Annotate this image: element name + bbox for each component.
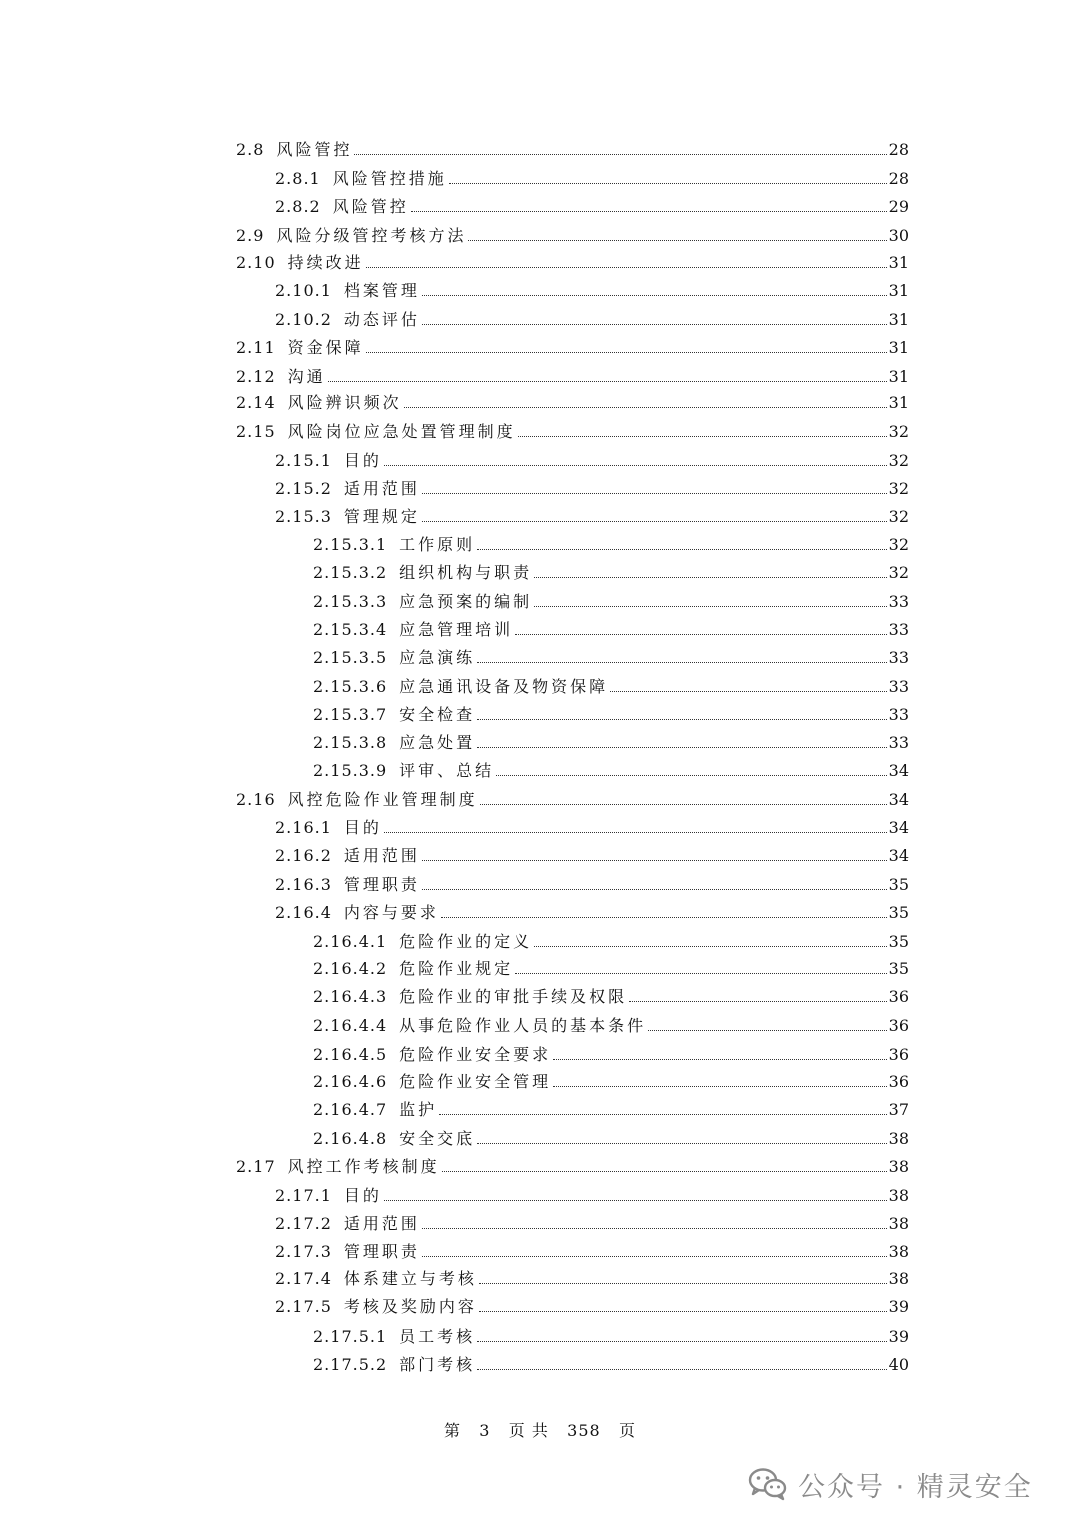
toc-dot-leader [468,240,886,241]
toc-entry[interactable] [313,614,909,640]
toc-entry-page: 33 [888,620,909,639]
toc-entry-title: 动态评估 [343,310,420,329]
page-footer [0,1418,1080,1441]
toc-entry-number: 2.16.4.8 [313,1129,388,1148]
toc-entry-number: 2.17.1 [275,1186,332,1205]
toc-entry-number: 2.17.5.2 [313,1355,388,1374]
toc-entry-title: 目的 [343,1186,382,1205]
toc-entry-title: 体系建立与考核 [343,1269,477,1288]
toc-entry-number: 2.10 [236,253,276,272]
toc-entry-number: 2.15.3.2 [313,563,388,582]
toc-entry-page: 29 [888,197,909,216]
toc-entry-number: 2.16.4.4 [313,1016,388,1035]
toc-entry-title: 危险作业规定 [399,959,514,978]
toc-entry-page: 34 [888,790,909,809]
toc-entry-page: 33 [888,705,909,724]
toc-entry-page: 38 [888,1214,909,1233]
toc-entry-title: 工作原则 [399,535,476,554]
toc-entry[interactable] [275,191,909,217]
toc-entry-number: 2.14 [236,393,276,412]
toc-entry-page: 38 [888,1157,909,1176]
toc-entry[interactable] [236,387,909,413]
toc-entry[interactable] [313,727,909,753]
toc-dot-leader [477,1341,886,1342]
toc-entry[interactable] [275,275,909,301]
toc-entry-title: 管理职责 [343,875,420,894]
toc-entry-number: 2.15.3.5 [313,648,388,667]
toc-entry-page: 28 [888,140,909,159]
toc-entry[interactable] [236,247,909,273]
toc-entry-number: 2.15 [236,422,276,441]
toc-entry-title: 管理规定 [343,507,420,526]
toc-entry[interactable] [313,557,909,583]
toc-entry-page: 31 [888,310,909,329]
toc-entry[interactable] [275,304,909,330]
toc-entry[interactable] [313,755,909,781]
toc-entry-title: 应急通讯设备及物资保障 [399,677,609,696]
toc-entry-page: 32 [888,535,909,554]
toc-entry-number: 2.16.4.3 [313,987,388,1006]
toc-entry-title: 危险作业的审批手续及权限 [399,987,628,1006]
toc-dot-leader [648,1030,886,1031]
toc-entry-page: 36 [888,1072,909,1091]
toc-entry-title: 风险管控 [332,197,409,216]
toc-entry-number: 2.8.1 [275,169,321,188]
toc-dot-leader [534,946,886,947]
toc-entry-title: 组织机构与职责 [399,563,533,582]
toc-entry-title: 风险辨识频次 [287,393,402,412]
toc-entry-page: 36 [888,1045,909,1064]
toc-entry-number: 2.17.2 [275,1214,332,1233]
toc-dot-leader [477,1369,886,1370]
toc-entry-page: 38 [888,1269,909,1288]
toc-entry-page: 35 [888,959,909,978]
toc-entry[interactable] [275,1208,909,1234]
toc-dot-leader [480,804,887,805]
watermark-text: 公众号 · 精灵安全 [798,1471,1033,1503]
toc-entry-page: 36 [888,987,909,1006]
toc-entry[interactable] [275,501,909,527]
toc-entry-title: 应急管理培训 [399,620,514,639]
toc-entry[interactable] [236,220,909,246]
toc-entry-number: 2.15.3.1 [313,535,388,554]
toc-entry-page: 32 [888,451,909,470]
toc-entry-page: 34 [888,818,909,837]
toc-entry-number: 2.17.5 [275,1297,332,1316]
toc-dot-leader [477,662,886,663]
toc-entry-number: 2.15.1 [275,451,332,470]
toc-entry-page: 28 [888,169,909,188]
toc-entry-title: 资金保障 [287,338,364,357]
toc-entry-title: 目的 [343,451,382,470]
wechat-icon [748,1467,788,1501]
toc-entry-page: 32 [888,479,909,498]
toc-dot-leader [441,917,887,918]
toc-dot-leader [534,577,886,578]
toc-entry-title: 危险作业的定义 [399,932,533,951]
toc-entry-number: 2.15.2 [275,479,332,498]
toc-entry[interactable] [313,1123,909,1149]
toc-entry-title: 风控工作考核制度 [287,1157,440,1176]
toc-dot-leader [518,436,887,437]
toc-entry[interactable] [236,416,909,442]
toc-dot-leader [422,889,887,890]
toc-entry-number: 2.15.3.3 [313,592,388,611]
toc-dot-leader [515,973,886,974]
toc-dot-leader [477,1143,886,1144]
toc-entry-page: 38 [888,1129,909,1148]
toc-entry[interactable] [313,1349,909,1375]
toc-entry[interactable] [275,897,909,923]
toc-entry[interactable] [313,671,909,697]
toc-entry-number: 2.15.3.8 [313,733,388,752]
toc-entry-number: 2.17.3 [275,1242,332,1261]
toc-entry[interactable] [313,642,909,668]
toc-entry-title: 适用范围 [343,479,420,498]
toc-dot-leader [404,407,887,408]
toc-entry[interactable] [275,1236,909,1262]
toc-entry[interactable] [236,1151,909,1177]
toc-entry[interactable] [313,1321,909,1347]
toc-dot-leader [411,211,887,212]
toc-entry-page: 39 [888,1327,909,1346]
toc-entry-page: 33 [888,677,909,696]
toc-entry-page: 38 [888,1242,909,1261]
toc-dot-leader [477,549,886,550]
toc-dot-leader [496,775,886,776]
toc-entry-number: 2.16.4.5 [313,1045,388,1064]
toc-dot-leader [422,860,887,861]
toc-entry-title: 评审、总结 [399,761,495,780]
toc-dot-leader [366,267,887,268]
total-page-count: 358 [567,1421,601,1440]
toc-entry-number: 2.15.3.7 [313,705,388,724]
toc-dot-leader [422,1228,887,1229]
toc-entry-title: 安全交底 [399,1129,476,1148]
toc-entry[interactable] [275,1291,909,1317]
toc-entry-page: 38 [888,1186,909,1205]
toc-entry-title: 应急处置 [399,733,476,752]
toc-dot-leader [422,295,887,296]
toc-entry-number: 2.16.4.7 [313,1100,388,1119]
toc-entry-page: 34 [888,846,909,865]
toc-entry-title: 沟通 [287,367,326,386]
toc-entry[interactable] [313,586,909,612]
toc-entry-title: 部门考核 [399,1355,476,1374]
toc-dot-leader [477,719,886,720]
toc-dot-leader [439,1114,886,1115]
toc-entry-title: 管理职责 [343,1242,420,1261]
toc-entry-title: 监护 [399,1100,438,1119]
toc-entry-page: 31 [888,393,909,412]
toc-entry-title: 从事危险作业人员的基本条件 [399,1016,647,1035]
toc-entry-title: 风险岗位应急处置管理制度 [287,422,516,441]
toc-entry-title: 安全检查 [399,705,476,724]
toc-dot-leader [534,606,886,607]
toc-dot-leader [515,634,886,635]
toc-entry-page: 37 [888,1100,909,1119]
toc-entry-page: 34 [888,761,909,780]
toc-entry-number: 2.16.4.2 [313,959,388,978]
toc-entry[interactable] [275,163,909,189]
toc-dot-leader [553,1059,886,1060]
toc-entry[interactable] [236,784,909,810]
toc-entry-number: 2.8 [236,140,265,159]
toc-entry-title: 目的 [343,818,382,837]
toc-entry[interactable] [313,1010,909,1036]
toc-entry-number: 2.16.4.1 [313,932,388,951]
toc-dot-leader [422,324,887,325]
toc-dot-leader [479,1311,887,1312]
toc-entry-title: 适用范围 [343,846,420,865]
toc-entry-number: 2.11 [236,338,276,357]
toc-entry-page: 30 [888,226,909,245]
toc-entry[interactable] [236,361,909,387]
toc-dot-leader [553,1086,886,1087]
toc-dot-leader [384,832,887,833]
toc-entry[interactable] [275,869,909,895]
toc-entry[interactable] [236,134,909,160]
toc-entry-title: 考核及奖励内容 [343,1297,477,1316]
toc-entry-title: 风险管控 [276,140,353,159]
toc-entry-title: 应急演练 [399,648,476,667]
toc-entry-page: 32 [888,422,909,441]
toc-entry[interactable] [313,699,909,725]
toc-entry-page: 31 [888,281,909,300]
toc-entry-number: 2.16.2 [275,846,332,865]
watermark [748,1462,1033,1506]
footer-prefix: 第 [444,1421,462,1440]
toc-entry[interactable] [275,840,909,866]
toc-dot-leader [479,1283,887,1284]
toc-dot-leader [328,381,887,382]
toc-entry-number: 2.17 [236,1157,276,1176]
toc-entry-page: 33 [888,733,909,752]
toc-dot-leader [449,183,887,184]
toc-entry[interactable] [313,981,909,1007]
toc-dot-leader [422,493,887,494]
toc-entry-number: 2.16.3 [275,875,332,894]
toc-entry-title: 风险管控措施 [332,169,447,188]
current-page-number: 3 [479,1421,491,1440]
toc-entry-number: 2.8.2 [275,197,321,216]
toc-entry[interactable] [275,473,909,499]
toc-entry-number: 2.16 [236,790,276,809]
toc-entry-page: 31 [888,367,909,386]
toc-entry[interactable] [275,445,909,471]
toc-entry[interactable] [313,1066,909,1092]
toc-entry-title: 内容与要求 [343,903,439,922]
toc-entry[interactable] [275,812,909,838]
toc-entry-page: 35 [888,932,909,951]
toc-entry-number: 2.15.3 [275,507,332,526]
toc-entry-page: 32 [888,507,909,526]
toc-entry[interactable] [275,1263,909,1289]
footer-suffix: 页 [618,1421,636,1440]
toc-entry-page: 35 [888,903,909,922]
toc-dot-leader [442,1171,887,1172]
toc-entry[interactable] [313,953,909,979]
toc-entry-number: 2.17.5.1 [313,1327,388,1346]
toc-entry-page: 33 [888,592,909,611]
toc-dot-leader [366,352,887,353]
toc-entry[interactable] [275,1180,909,1206]
toc-entry[interactable] [236,332,909,358]
toc-entry-page: 40 [888,1355,909,1374]
toc-entry-number: 2.16.4 [275,903,332,922]
toc-dot-leader [354,154,886,155]
toc-dot-leader [422,1256,887,1257]
toc-entry-title: 风险分级管控考核方法 [276,226,467,245]
toc-entry-number: 2.16.1 [275,818,332,837]
toc-dot-leader [384,465,887,466]
toc-entry-number: 2.12 [236,367,276,386]
toc-entry-title: 适用范围 [343,1214,420,1233]
toc-entry-title: 档案管理 [343,281,420,300]
footer-middle: 页 共 [508,1421,549,1440]
toc-entry[interactable] [313,1094,909,1120]
toc-entry-page: 31 [888,253,909,272]
toc-entry-title: 风控危险作业管理制度 [287,790,478,809]
toc-entry-page: 32 [888,563,909,582]
toc-entry-number: 2.15.3.4 [313,620,388,639]
toc-entry-page: 33 [888,648,909,667]
toc-entry-title: 员工考核 [399,1327,476,1346]
toc-entry-number: 2.10.2 [275,310,332,329]
toc-dot-leader [610,691,886,692]
toc-entry-title: 危险作业安全要求 [399,1045,552,1064]
toc-entry[interactable] [313,529,909,555]
toc-entry-title: 危险作业安全管理 [399,1072,552,1091]
toc-entry-title: 应急预案的编制 [399,592,533,611]
toc-entry-number: 2.9 [236,226,265,245]
toc-entry-number: 2.16.4.6 [313,1072,388,1091]
toc-entry-number: 2.10.1 [275,281,332,300]
toc-entry-page: 31 [888,338,909,357]
toc-dot-leader [384,1200,887,1201]
toc-entry[interactable] [313,1039,909,1065]
toc-entry-title: 持续改进 [287,253,364,272]
toc-dot-leader [422,521,887,522]
toc-entry-number: 2.15.3.6 [313,677,388,696]
toc-entry-page: 36 [888,1016,909,1035]
toc-dot-leader [629,1001,886,1002]
toc-entry-page: 35 [888,875,909,894]
toc-entry[interactable] [313,926,909,952]
toc-dot-leader [477,747,886,748]
toc-entry-page: 39 [888,1297,909,1316]
toc-entry-number: 2.15.3.9 [313,761,388,780]
toc-entry-number: 2.17.4 [275,1269,332,1288]
